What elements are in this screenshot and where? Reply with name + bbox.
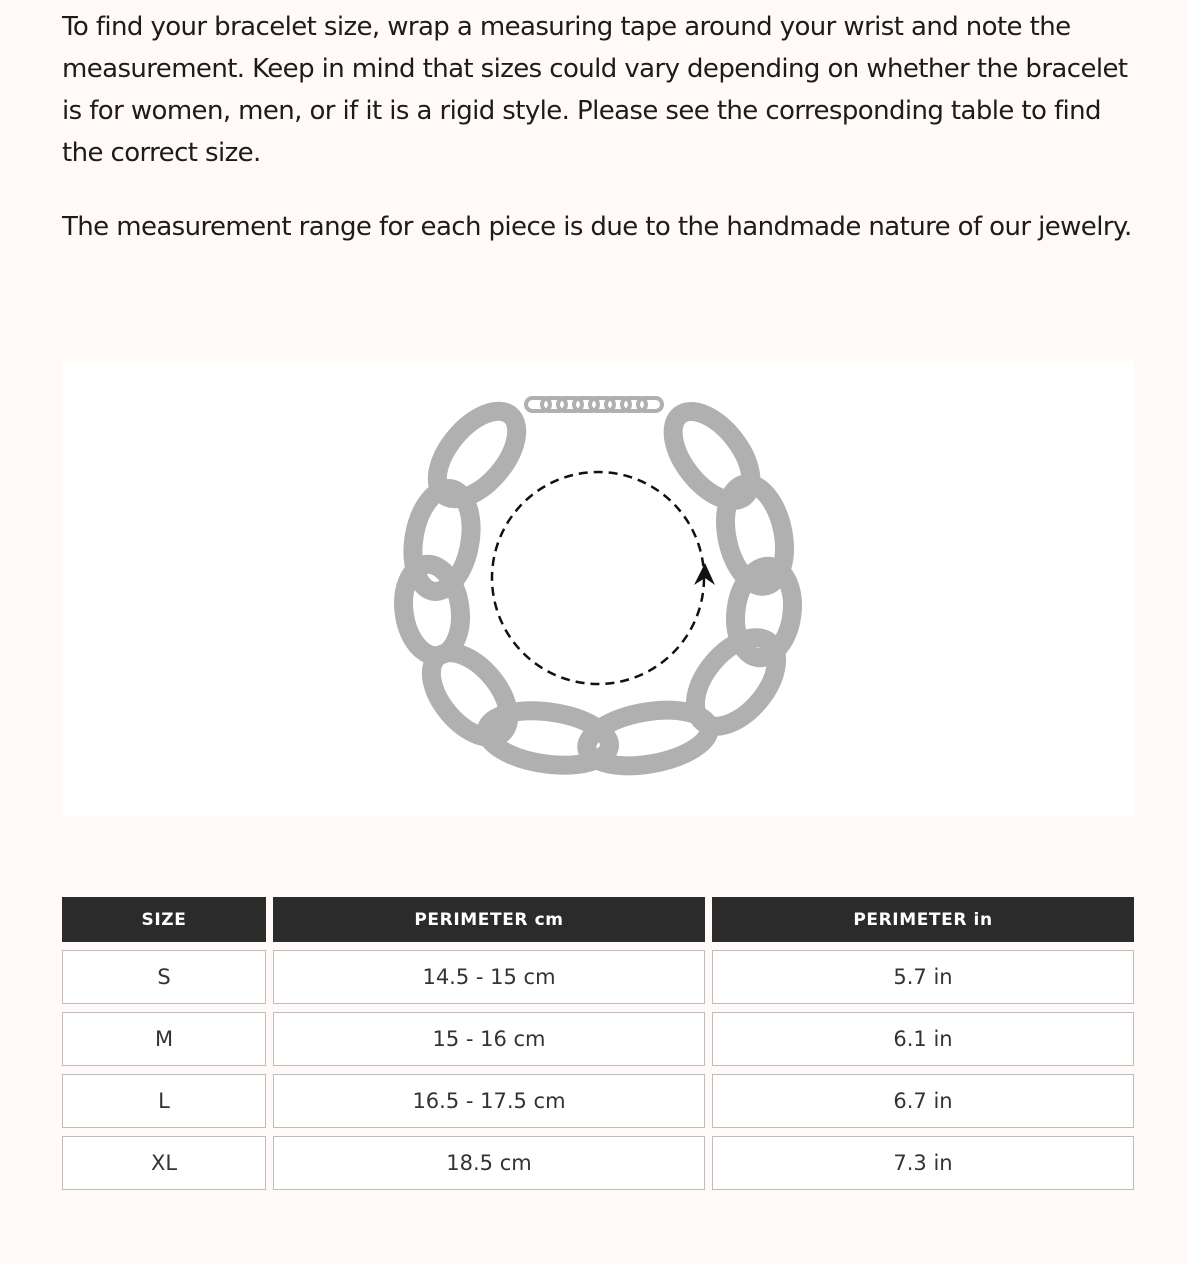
clasp-chain [526, 398, 662, 411]
table-row [62, 1136, 1134, 1190]
size-cell: M [62, 1012, 266, 1066]
table-row [62, 1074, 1134, 1128]
size-cell: XL [62, 1136, 266, 1190]
measurement-circle [492, 472, 704, 684]
perimeter-cm-cell: 14.5 - 15 cm [273, 950, 705, 1004]
header-perimeter-cm: PERIMETER cm [273, 897, 705, 942]
intro-text [62, 6, 1132, 248]
intro-paragraph-1: To find your bracelet size, wrap a measuring tape around your wrist and note the measurement. Keep in mind that sizes could vary depending on whether the bracelet is for women, men, or if it is a rigid style. Please see the corresponding table to find the correct size. [62, 12, 1128, 168]
bracelet-illustration [62, 361, 1134, 816]
size-cell: S [62, 950, 266, 1004]
table-header-row [62, 897, 1134, 942]
header-size: SIZE [62, 897, 266, 942]
size-cell: L [62, 1074, 266, 1128]
table-row [62, 950, 1134, 1004]
chain-bracelet-icon [62, 361, 1134, 816]
chain-links [398, 397, 798, 774]
perimeter-in-cell: 5.7 in [712, 950, 1134, 1004]
size-table [62, 897, 1134, 1198]
perimeter-in-cell: 7.3 in [712, 1136, 1134, 1190]
header-perimeter-in: PERIMETER in [712, 897, 1134, 942]
perimeter-cm-cell: 18.5 cm [273, 1136, 705, 1190]
perimeter-cm-cell: 16.5 - 17.5 cm [273, 1074, 705, 1128]
table-row [62, 1012, 1134, 1066]
intro-paragraph-2: The measurement range for each piece is due to the handmade nature of our jewelry. [62, 212, 1132, 242]
perimeter-cm-cell: 15 - 16 cm [273, 1012, 705, 1066]
perimeter-in-cell: 6.7 in [712, 1074, 1134, 1128]
perimeter-in-cell: 6.1 in [712, 1012, 1134, 1066]
